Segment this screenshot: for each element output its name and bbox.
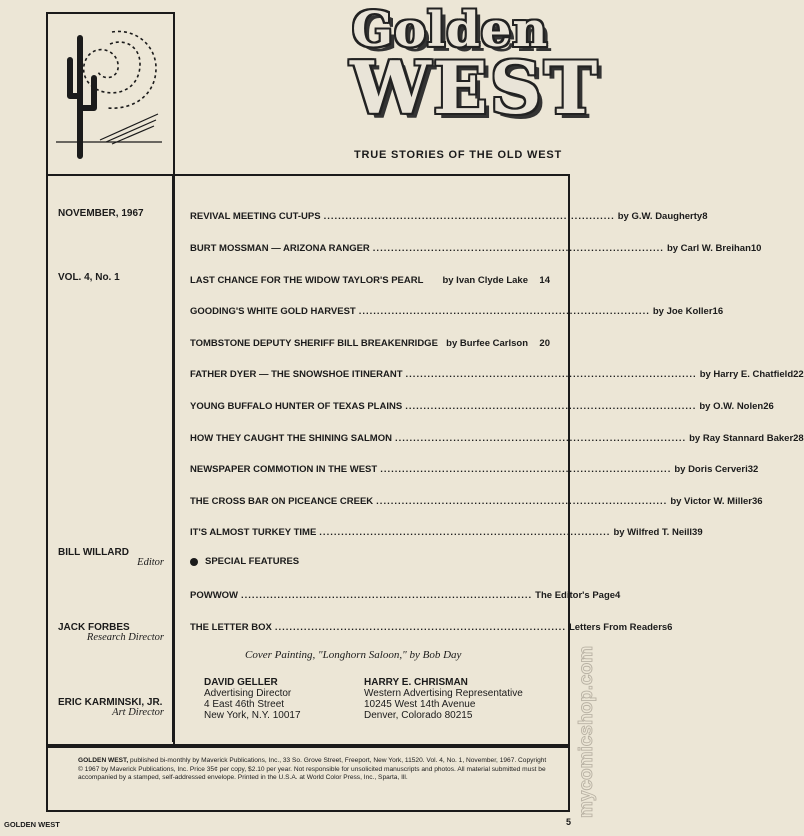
toc-author: by Joe Koller — [652, 306, 713, 317]
ad-contact — [204, 677, 301, 721]
toc-title: GOODING'S WHITE GOLD HARVEST — [190, 306, 356, 317]
contact-line: New York, N.Y. 10017 — [204, 710, 301, 721]
toc-title: BURT MOSSMAN — ARIZONA RANGER — [190, 243, 370, 254]
toc-author: by Burfee Carlson — [446, 338, 528, 349]
staff-role: Editor — [137, 557, 164, 568]
toc-page: 39 — [692, 527, 703, 538]
toc-page: 8 — [702, 211, 708, 222]
contact-line: Western Advertising Representative — [364, 688, 523, 699]
toc-title: THE CROSS BAR ON PICEANCE CREEK — [190, 496, 374, 507]
masthead-golden: Golden — [352, 2, 549, 58]
toc-row[interactable] — [190, 275, 550, 286]
feature-title: POWWOW — [190, 590, 239, 601]
page-number: 5 — [566, 817, 572, 827]
feature-page: 4 — [615, 590, 621, 601]
toc-page: 28 — [793, 433, 804, 444]
toc-row[interactable]: IT'S ALMOST TURKEY TIME ................................................................................ by Wilfred T. Neill 39 — [190, 527, 703, 538]
watermark-text: mycomicshop.com — [576, 645, 597, 818]
toc-row[interactable]: NEWSPAPER COMMOTION IN THE WEST ................................................................................ by Doris Cerveri 32 — [190, 464, 759, 475]
toc-author: by Harry E. Chatfield — [699, 369, 794, 380]
masthead-west: WEST — [350, 45, 600, 130]
contact-line: 10245 West 14th Avenue — [364, 699, 476, 710]
toc-page: 36 — [751, 496, 763, 507]
notice-text: published bi-monthly by Maverick Publications, Inc., 33 So. Grove Street, Freeport, New York, 11520. Vol. 4, No. 1, November, 1967. Copyright © 1967 by Maverick Publications, Inc. Price 35¢ per copy, $2.10 per year. Not responsible for unsolicited manuscripts and photos. All material submitted must be accompanied by a stamped, self-addressed envelope. Printed in the U.S.A. at World Color Press, Inc., Sparta, Ill. — [78, 757, 547, 781]
notice-lead: GOLDEN WEST, — [78, 757, 129, 764]
feature-description: The Editor's Page — [535, 590, 616, 601]
toc-author: by Doris Cerveri — [674, 464, 748, 475]
footer-title: GOLDEN WEST — [4, 820, 60, 829]
toc-title: IT'S ALMOST TURKEY TIME — [190, 527, 317, 538]
toc-page: 14 — [539, 275, 550, 286]
contact-name: DAVID GELLER — [204, 677, 278, 688]
toc-title: TOMBSTONE DEPUTY SHERIFF BILL BREAKENRIDGE — [190, 338, 438, 349]
contact-line: Denver, Colorado 80215 — [364, 710, 473, 721]
ad-contact — [364, 677, 523, 721]
toc-author: by Ivan Clyde Lake — [442, 275, 528, 286]
toc-page: 10 — [750, 243, 762, 254]
contents-divider — [172, 176, 174, 742]
toc-row[interactable]: THE CROSS BAR ON PICEANCE CREEK ................................................................................ by Victor W. Miller 36 — [190, 496, 763, 507]
watermark — [572, 640, 602, 820]
toc-title: FATHER DYER — THE SNOWSHOE ITINERANT — [190, 369, 403, 380]
toc-page: 26 — [763, 401, 774, 412]
toc-page: 32 — [747, 464, 759, 475]
toc-author: by G.W. Daugherty — [617, 211, 703, 222]
publication-notice — [78, 757, 548, 783]
toc-title: NEWSPAPER COMMOTION IN THE WEST — [190, 464, 378, 475]
toc-row[interactable] — [190, 338, 550, 349]
feature-title: THE LETTER BOX — [190, 622, 272, 633]
toc-row[interactable]: YOUNG BUFFALO HUNTER OF TEXAS PLAINS ................................................................................ by O.W. Nolen 26 — [190, 401, 774, 412]
bullet-icon — [190, 558, 198, 566]
feature-page: 6 — [667, 622, 673, 633]
toc-author: by Victor W. Miller — [670, 496, 752, 507]
toc-row[interactable]: FATHER DYER — THE SNOWSHOE ITINERANT ................................................................................ by Harry E. Chatfield 22 — [190, 369, 804, 380]
toc-row[interactable]: HOW THEY CAUGHT THE SHINING SALMON ................................................................................ by Ray Stannard Baker 28 — [190, 433, 804, 444]
staff-role: Research Director — [86, 632, 164, 643]
toc-title: YOUNG BUFFALO HUNTER OF TEXAS PLAINS — [190, 401, 403, 412]
toc-author: by Ray Stannard Baker — [689, 433, 794, 444]
staff-role: Art Director — [112, 707, 164, 718]
toc-author: by O.W. Nolen — [699, 401, 764, 412]
toc-author: by Wilfred T. Neill — [613, 527, 693, 538]
feature-row[interactable]: POWWOW ................................................................................ The Editor's Page 4 — [190, 590, 621, 601]
staff-name: JACK FORBES — [58, 622, 130, 633]
toc-row[interactable]: BURT MOSSMAN — ARIZONA RANGER ................................................................................ by Carl W. Breihan 10 — [190, 243, 762, 254]
special-features-heading: SPECIAL FEATURES — [205, 556, 300, 567]
toc-title: LAST CHANCE FOR THE WIDOW TAYLOR'S PEARL — [190, 275, 424, 286]
contact-line: Advertising Director — [204, 688, 292, 699]
feature-row[interactable]: THE LETTER BOX ................................................................................ Letters From Readers 6 — [190, 622, 673, 633]
issue-volume: VOL. 4, No. 1 — [58, 272, 120, 283]
staff-name: BILL WILLARD — [58, 547, 129, 558]
contact-name: HARRY E. CHRISMAN — [364, 677, 468, 688]
cover-credit: Cover Painting, "Longhorn Saloon," by Bob Day — [245, 649, 462, 661]
cactus-logo-icon — [52, 24, 164, 164]
toc-row[interactable]: REVIVAL MEETING CUT-UPS ................................................................................ by G.W. Daugherty 8 — [190, 211, 708, 222]
toc-page: 20 — [539, 338, 550, 349]
issue-date: NOVEMBER, 1967 — [58, 208, 144, 219]
toc-page: 16 — [712, 306, 724, 317]
toc-row[interactable]: GOODING'S WHITE GOLD HARVEST ................................................................................ by Joe Koller 16 — [190, 306, 724, 317]
toc-title: HOW THEY CAUGHT THE SHINING SALMON — [190, 433, 392, 444]
toc-title: REVIVAL MEETING CUT-UPS — [190, 211, 321, 222]
staff-name: ERIC KARMINSKI, JR. — [58, 697, 163, 708]
feature-description: Letters From Readers — [568, 622, 668, 633]
toc-author: by Carl W. Breihan — [666, 243, 751, 254]
tagline: TRUE STORIES OF THE OLD WEST — [354, 149, 562, 161]
contact-line: 4 East 46th Street — [204, 699, 285, 710]
toc-page: 22 — [793, 369, 804, 380]
